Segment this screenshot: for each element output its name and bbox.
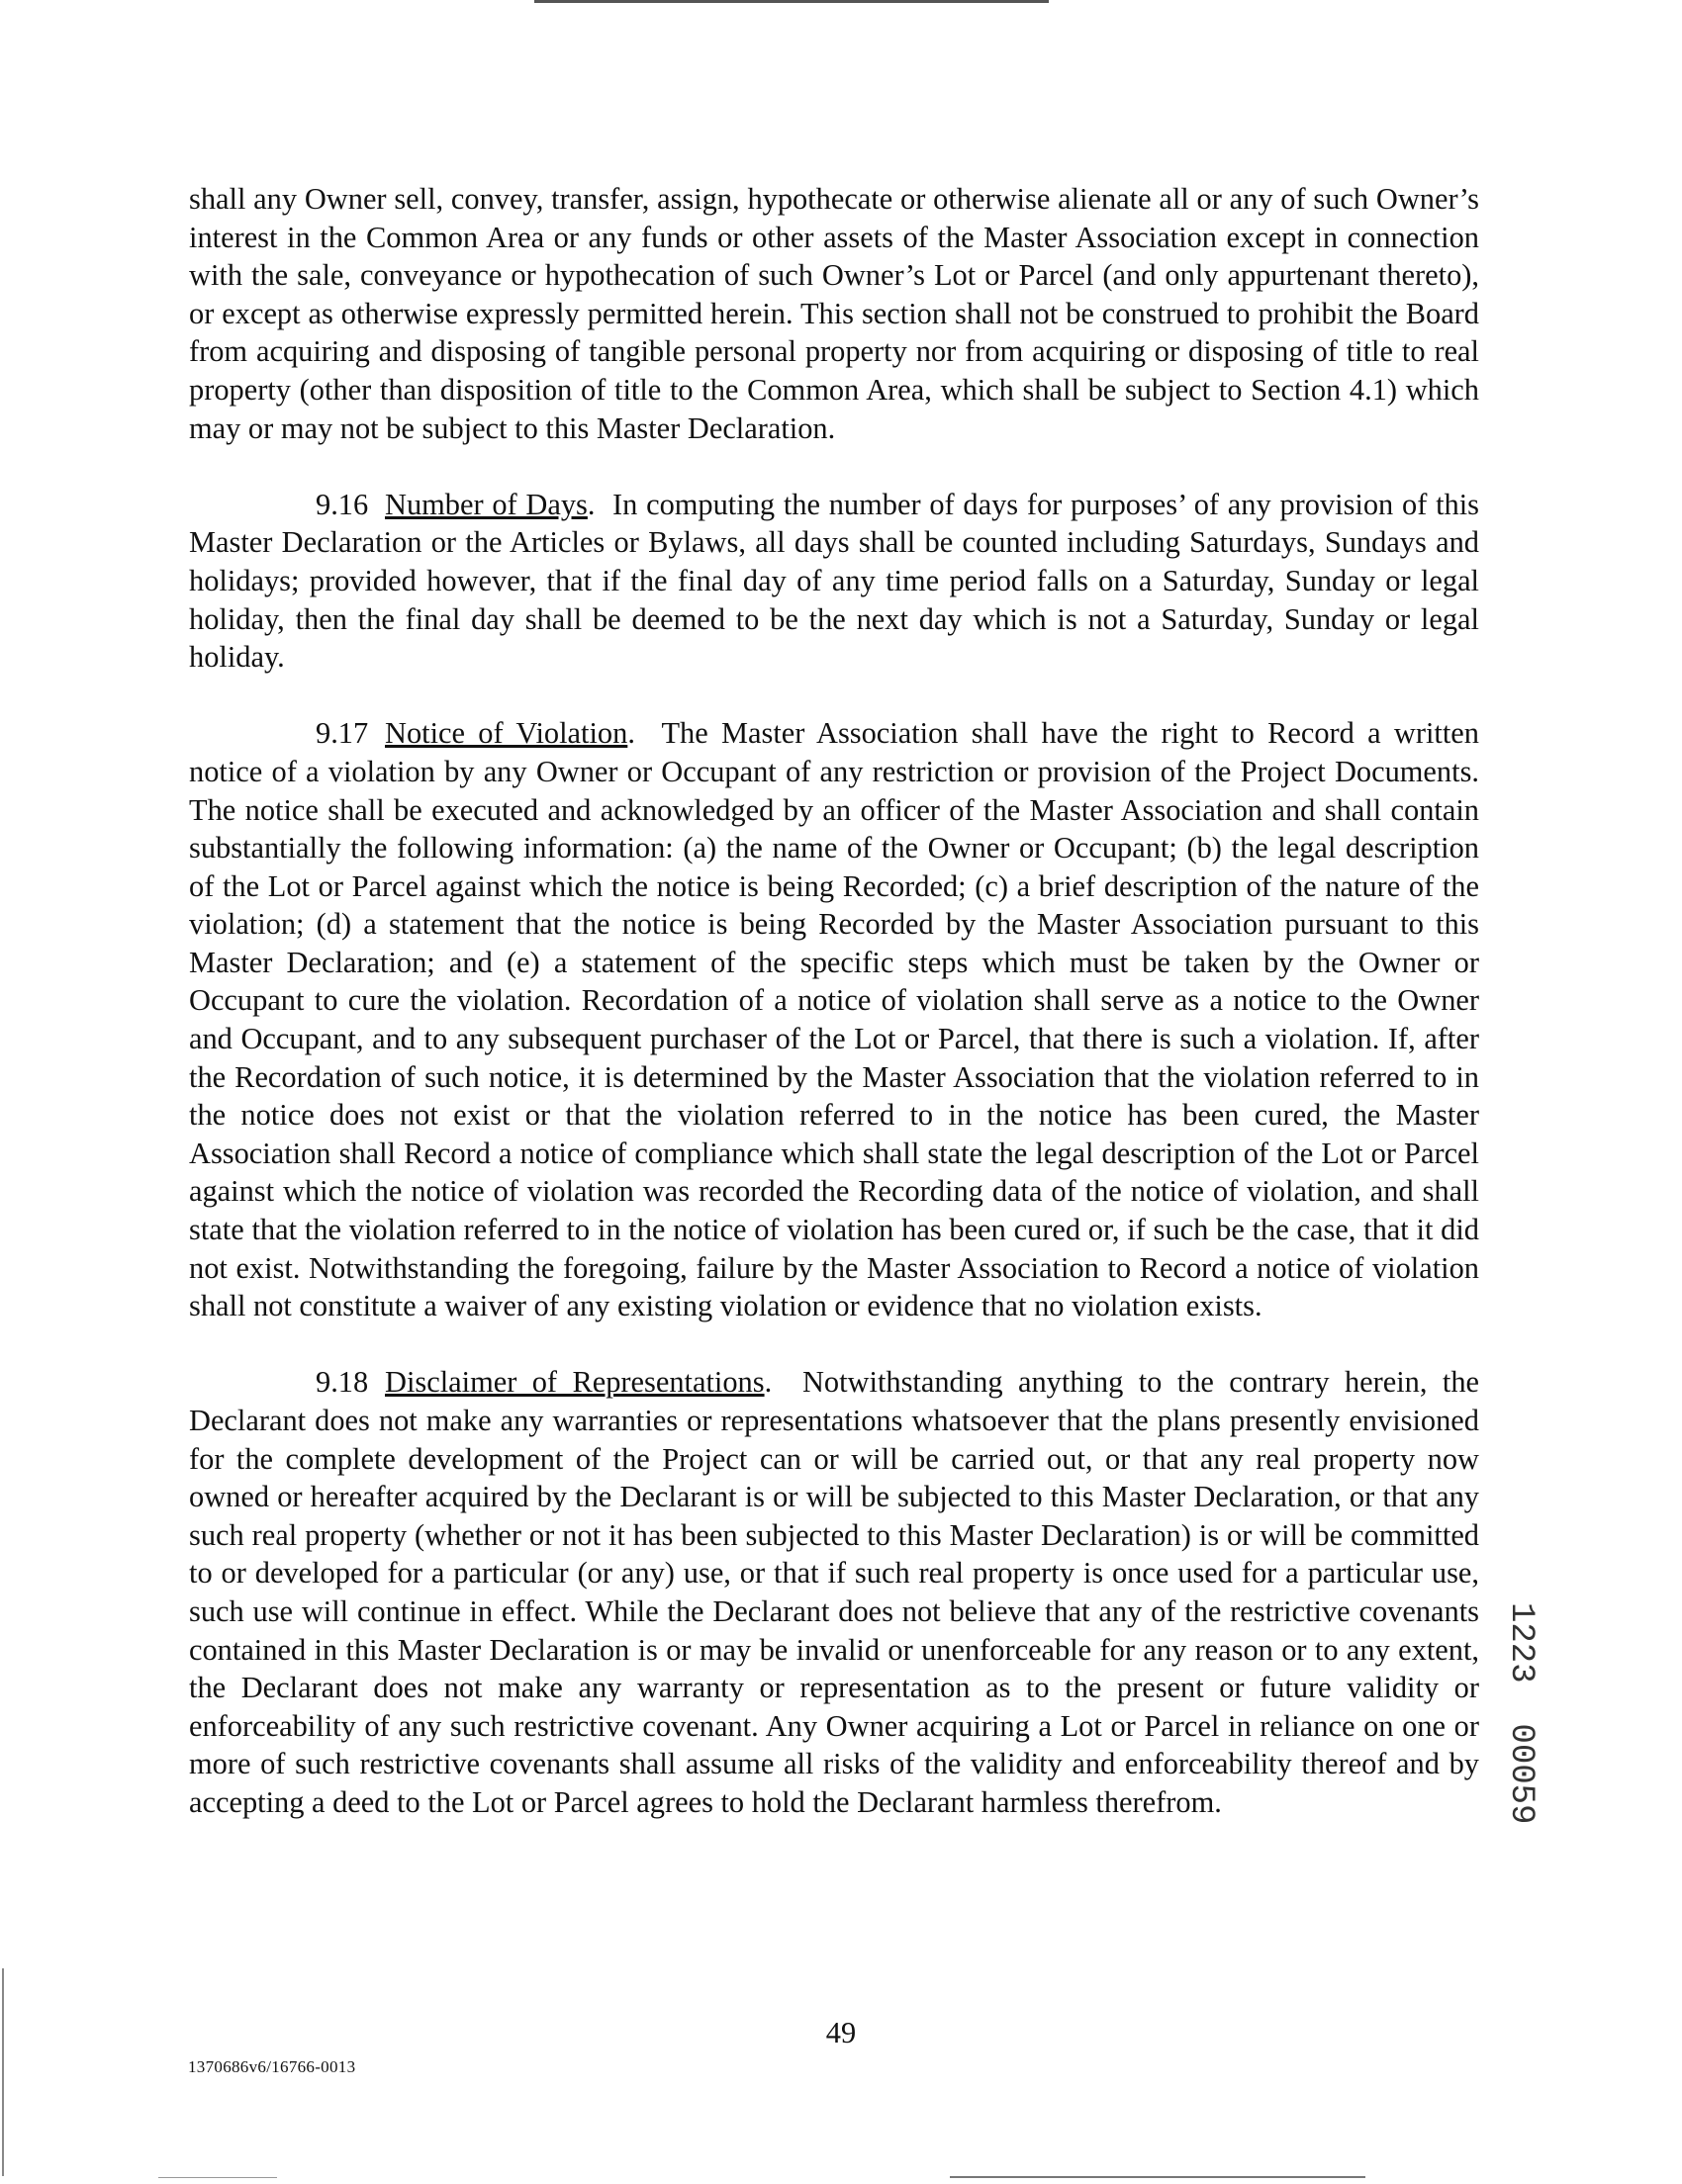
section-title: Disclaimer of Representations xyxy=(385,1365,765,1400)
page-number: 49 xyxy=(825,2016,857,2049)
section-number: 9.17 xyxy=(316,716,369,751)
section-9-18: 9.18 Disclaimer of Representations. Notwithstanding anything to the contrary herein, the Declarant does not make any warranties or representations whatsoever that the plans presently envisioned for the complete development of the Project can or will be carried out, or that any real property now owned or hereafter acquired by the Declarant is or will be subjected to this Master Declaration, or that any such real property (whether or not it has been subjected to this Master Declaration) is or will be committed to or developed for a particular (or any) use, or that if such real property is once used for a particular use, such use will continue in effect. While the Declarant does not believe that any of the restrictive covenants contained in this Master Declaration is or may be invalid or unenforceable for any reason or to any extent, the Declarant does not make any warranty or representation as to the present or future validity or enforceability of any such restrictive covenant. Any Owner acquiring a Lot or Parcel in reliance on one or more of such restrictive covenants shall assume all risks of the validity and enforceability thereof and by accepting a deed to the Lot or Parcel agrees to hold the Declarant harmless therefrom. xyxy=(189,1365,1479,1819)
section-title: Number of Days xyxy=(385,487,588,521)
section-number: 9.18 xyxy=(316,1365,369,1400)
section-number: 9.16 xyxy=(316,487,369,521)
section-9-17: 9.17 Notice of Violation. The Master Association shall have the right to Record a written notice of a violation by any Owner or Occupant of any restriction or provision of the Project Documents. The notice shall be executed and acknowledged by an officer of the Master Association and shall contain substantially the following information: (a) the name of the Owner or Occupant; (b) the legal description of the Lot or Parcel against which the notice is being Recorded; (c) a brief description of the nature of the violation; (d) a statement that the notice is being Recorded by the Master Association pursuant to this Master Declaration; and (e) a statement of the specific steps which must be taken by the Owner or Occupant to cure the violation. Recordation of a notice of violation shall serve as a notice to the Owner and Occupant, and to any subsequent purchaser of the Lot or Parcel, that there is such a violation. If, after the Recordation of such notice, it is determined by the Master Association that the violation referred to in the notice does not exist or that the violation referred to in the notice has been cured, the Master Association shall Record a notice of compliance which shall state the legal description of the Lot or Parcel against which the notice of violation was recorded the Recording data of the notice of violation, and shall state that the violation referred to in the notice of violation has been cured or, if such be the case, that it did not exist. Notwithstanding the foregoing, failure by the Master Association to Record a notice of violation shall not constitute a waiver of any existing violation or evidence that no violation exists. xyxy=(189,716,1479,1323)
section-title: Notice of Violation xyxy=(385,716,628,751)
section-9-16: 9.16 Number of Days. In computing the number of days for purposes’ of any provision of this Master Declaration or the Articles or Bylaws, all days shall be counted including Saturdays, Sundays and holidays; provided however, that if the final day of any time period falls on a Saturday, Sunday or legal holiday, then the final day shall be deemed to be the next day which is not a Saturday, Sunday or legal holiday. xyxy=(189,487,1479,675)
intro-paragraph: shall any Owner sell, convey, transfer, assign, hypothecate or otherwise alienate all or any of such Owner’s interest in the Common Area or any funds or other assets of the Master Association except in connection with the sale, conveyance or hypothecation of such Owner’s Lot or Parcel (and only appurtenant thereto), or except as otherwise expressly permitted herein. This section shall not be construed to prohibit the Board from acquiring and disposing of tangible personal property nor from acquiring or disposing of title to real property (other than disposition of title to the Common Area, which shall be subject to Section 4.1) which may or may not be subject to this Master Declaration. xyxy=(189,182,1479,445)
left-scan-edge xyxy=(2,1968,4,2176)
bottom-scan-rule xyxy=(950,2176,1365,2178)
document-body xyxy=(189,180,1479,1860)
bottom-scan-rule-left xyxy=(158,2177,277,2178)
section-text: The Master Association shall have the right to Record a written notice of a violation by any Owner or Occupant of any restriction or provision of the Project Documents. The notice shall be executed and acknowledged by an officer of the Master Association and shall contain substantially the following information: (a) the name of the Owner or Occupant; (b) the legal description of the Lot or Parcel against which the notice is being Recorded; (c) a brief description of the nature of the violation; (d) a statement that the notice is being Recorded by the Master Association pursuant to this Master Declaration; and (e) a statement of the specific steps which must be taken by the Owner or Occupant to cure the violation. Recordation of a notice of violation shall serve as a notice to the Owner and Occupant, and to any subsequent purchaser of the Lot or Parcel, that there is such a violation. If, after the Recordation of such notice, it is determined by the Master Association that the violation referred to in the notice does not exist or that the violation referred to in the notice has been cured, the Master Association shall Record a notice of compliance which shall state the legal description of the Lot or Parcel against which the notice of violation was recorded the Recording data of the notice of violation, and shall state that the violation referred to in the notice of violation has been cured or, if such be the case, that it did not exist. Notwithstanding the foregoing, failure by the Master Association to Record a notice of violation shall not constitute a waiver of any existing violation or evidence that no violation exists. xyxy=(189,716,1479,1323)
top-scan-rule xyxy=(534,0,1049,3)
section-text: Notwithstanding anything to the contrary herein, the Declarant does not make any warranties or representations whatsoever that the plans presently envisioned for the complete development of the Project can or will be carried out, or that any real property now owned or hereafter acquired by the Declarant is or will be subjected to this Master Declaration, or that any such real property (whether or not it has been subjected to this Master Declaration) is or will be committed to or developed for a particular (or any) use, or that if such real property is once used for a particular use, such use will continue in effect. While the Declarant does not believe that any of the restrictive covenants contained in this Master Declaration is or may be invalid or unenforceable for any reason or to any extent, the Declarant does not make any warranty or representation as to the present or future validity or enforceability of any such restrictive covenant. Any Owner acquiring a Lot or Parcel in reliance on one or more of such restrictive covenants shall assume all risks of the validity and enforceability thereof and by accepting a deed to the Lot or Parcel agrees to hold the Declarant harmless therefrom. xyxy=(189,1365,1479,1819)
document-id: 1370686v6/16766-0013 xyxy=(188,2057,356,2076)
section-text: In computing the number of days for purposes’ of any provision of this Master Declaration or the Articles or Bylaws, all days shall be counted including Saturdays, Sundays and holidays; provided however, that if the final day of any time period falls on a Saturday, Sunday or legal holiday, then the final day shall be deemed to be the next day which is not a Saturday, Sunday or legal holiday. xyxy=(189,487,1479,675)
recording-stamp: 1223 00059 xyxy=(1502,1602,1540,1825)
